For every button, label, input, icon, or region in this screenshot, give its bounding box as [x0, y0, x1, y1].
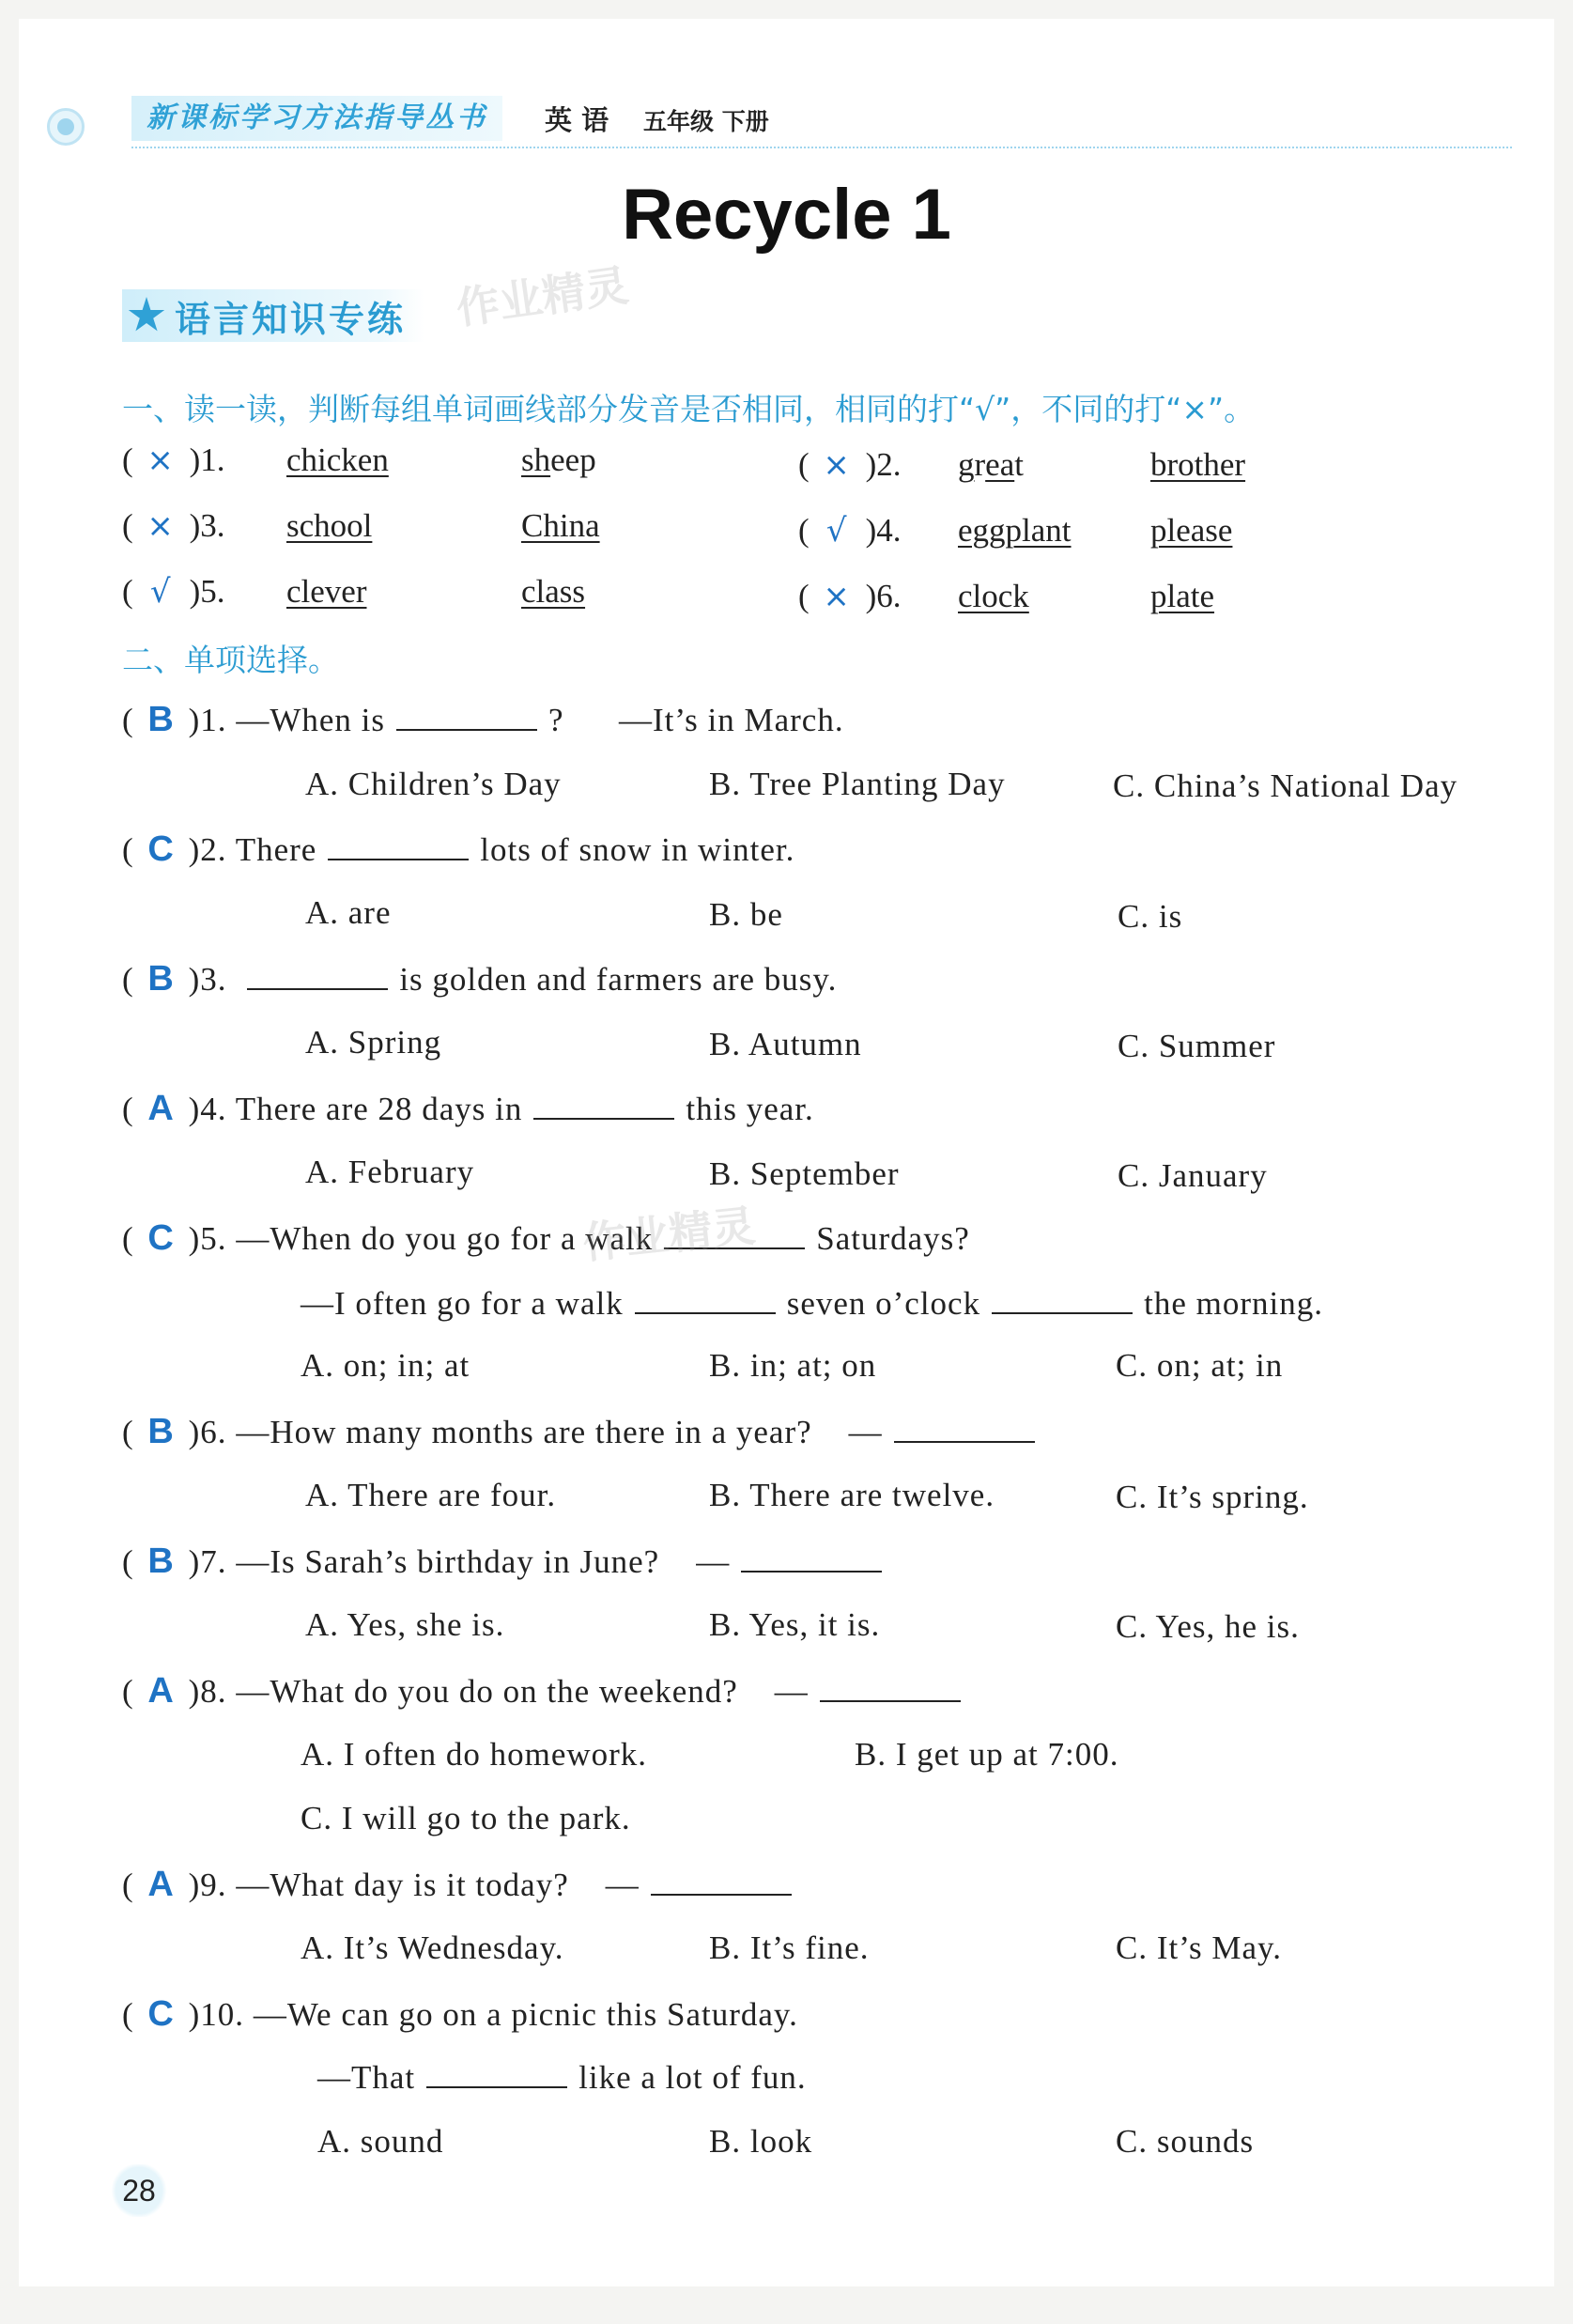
word: eggplant	[958, 512, 1072, 549]
question-7: ( B )7. —Is Sarah’s birthday in June? —	[122, 1542, 893, 1582]
series-title: 新课标学习方法指导丛书	[131, 96, 502, 141]
answer: A	[147, 1865, 175, 1904]
answer-blank	[426, 2058, 567, 2088]
answer-blank	[741, 1542, 882, 1573]
answer-blank	[328, 830, 469, 860]
answer: ×	[823, 446, 850, 484]
option-c: C. sounds	[1116, 2123, 1255, 2160]
answer: B	[147, 700, 175, 739]
word: school	[286, 507, 373, 544]
answer: √	[825, 512, 847, 550]
answer-blank	[992, 1284, 1133, 1314]
question-2: ( C )2. There lots of snow in winter.	[122, 829, 795, 869]
question-9: ( A )9. —What day is it today? —	[122, 1865, 803, 1905]
option-a: A. Children’s Day	[305, 766, 562, 802]
header-divider	[131, 147, 1512, 148]
question-5: ( C )5. —When do you go for a walk Saturdays?	[122, 1218, 970, 1258]
option-b: B. in; at; on	[709, 1347, 877, 1384]
workbook-page	[19, 19, 1554, 2286]
part1-instruction: 一、读一读，判断每组单词画线部分发音是否相同，相同的打“√”，不同的打“×”。	[122, 391, 1256, 427]
option-a: A. I often do homework.	[301, 1736, 648, 1773]
word: chicken	[286, 442, 389, 478]
star-icon	[128, 297, 165, 334]
option-a: A. February	[305, 1154, 475, 1190]
option-a: A. Yes, she is.	[305, 1606, 505, 1643]
answer-blank	[247, 960, 388, 990]
option-c: C. It’s spring.	[1116, 1479, 1309, 1515]
answer-blank	[533, 1090, 674, 1120]
answer: A	[147, 1671, 175, 1711]
option-a: A. are	[305, 894, 392, 931]
answer-blank	[635, 1284, 776, 1314]
word: China	[521, 507, 600, 544]
option-b: B. I get up at 7:00.	[855, 1736, 1119, 1773]
header-circle-icon	[47, 108, 85, 146]
question-8: ( A )8. —What do you do on the weekend? —	[122, 1671, 972, 1712]
option-c: C. I will go to the park.	[301, 1800, 631, 1836]
watermark: 作业精灵	[579, 1200, 758, 1269]
answer: C	[147, 829, 175, 869]
answer-blank	[651, 1866, 792, 1896]
subject-label: 英 语	[545, 104, 609, 136]
word: clever	[286, 573, 367, 610]
question-3: ( B )3. is golden and farmers are busy.	[122, 959, 838, 999]
watermark: 作业精灵	[453, 259, 632, 334]
question-4: ( A )4. There are 28 days in this year.	[122, 1089, 814, 1128]
p1-item-3: ( × )3.	[122, 507, 225, 545]
option-c: C. on; at; in	[1116, 1347, 1284, 1384]
answer: ×	[147, 442, 174, 479]
answer: √	[149, 573, 171, 611]
option-b: B. September	[709, 1155, 900, 1192]
option-b: B. Autumn	[709, 1026, 862, 1062]
answer-blank	[396, 701, 537, 731]
question-1: ( B )1. —When is ? —It’s in March.	[122, 700, 844, 739]
option-c: C. China’s National Day	[1113, 767, 1458, 804]
option-b: B. Yes, it is.	[709, 1606, 881, 1643]
word: please	[1150, 512, 1233, 549]
question-10: ( C )10. —We can go on a picnic this Saturday.	[122, 1994, 798, 2034]
option-a: A. There are four.	[305, 1477, 557, 1513]
answer: C	[147, 1994, 175, 2034]
part2-instruction: 二、单项选择。	[122, 642, 339, 678]
page-title: Recycle 1	[622, 175, 951, 255]
answer: B	[147, 1542, 175, 1581]
option-c: C. Summer	[1118, 1028, 1276, 1064]
p1-item-1: ( × )1.	[122, 442, 225, 479]
option-a: A. sound	[317, 2123, 444, 2160]
p1-item-6: ( × )6.	[798, 578, 902, 615]
p1-item-4: ( √ )4.	[798, 512, 902, 550]
option-b: B. Tree Planting Day	[709, 766, 1006, 802]
word: great	[958, 446, 1024, 483]
p1-item-5: ( √ )5.	[122, 573, 225, 611]
option-a: A. It’s Wednesday.	[301, 1929, 564, 1966]
word: sheep	[521, 442, 596, 478]
answer: B	[147, 959, 175, 999]
word: brother	[1150, 446, 1246, 483]
option-c: C. It’s May.	[1116, 1929, 1282, 1966]
question-6: ( B )6. —How many months are there in a year? —	[122, 1412, 1046, 1452]
p1-item-2: ( × )2.	[798, 446, 902, 484]
word: plate	[1150, 578, 1215, 614]
word: class	[521, 573, 586, 610]
grade-label: 五年级 下册	[643, 108, 769, 135]
answer: A	[147, 1089, 175, 1128]
option-c: C. January	[1118, 1157, 1268, 1194]
option-a: A. on; in; at	[301, 1347, 470, 1384]
answer-blank	[820, 1672, 961, 1702]
page-number: 28	[111, 2164, 167, 2217]
section-banner	[122, 289, 424, 342]
answer: C	[147, 1218, 175, 1258]
option-c: C. is	[1118, 898, 1183, 935]
answer: B	[147, 1412, 175, 1451]
option-b: B. be	[709, 896, 783, 933]
question-5-line-2: —I often go for a walk seven o’clock the morning.	[301, 1285, 1323, 1322]
option-b: B. It’s fine.	[709, 1929, 870, 1966]
option-c: C. Yes, he is.	[1116, 1608, 1300, 1645]
word: clock	[958, 578, 1029, 614]
question-10-line-2: —That like a lot of fun.	[317, 2059, 807, 2096]
answer-blank	[894, 1413, 1035, 1443]
option-b: B. There are twelve.	[709, 1477, 995, 1513]
option-a: A. Spring	[305, 1024, 442, 1061]
section-label: 语言知识专练	[175, 297, 407, 340]
option-b: B. look	[709, 2123, 813, 2160]
answer: ×	[823, 578, 850, 615]
answer: ×	[147, 507, 174, 545]
